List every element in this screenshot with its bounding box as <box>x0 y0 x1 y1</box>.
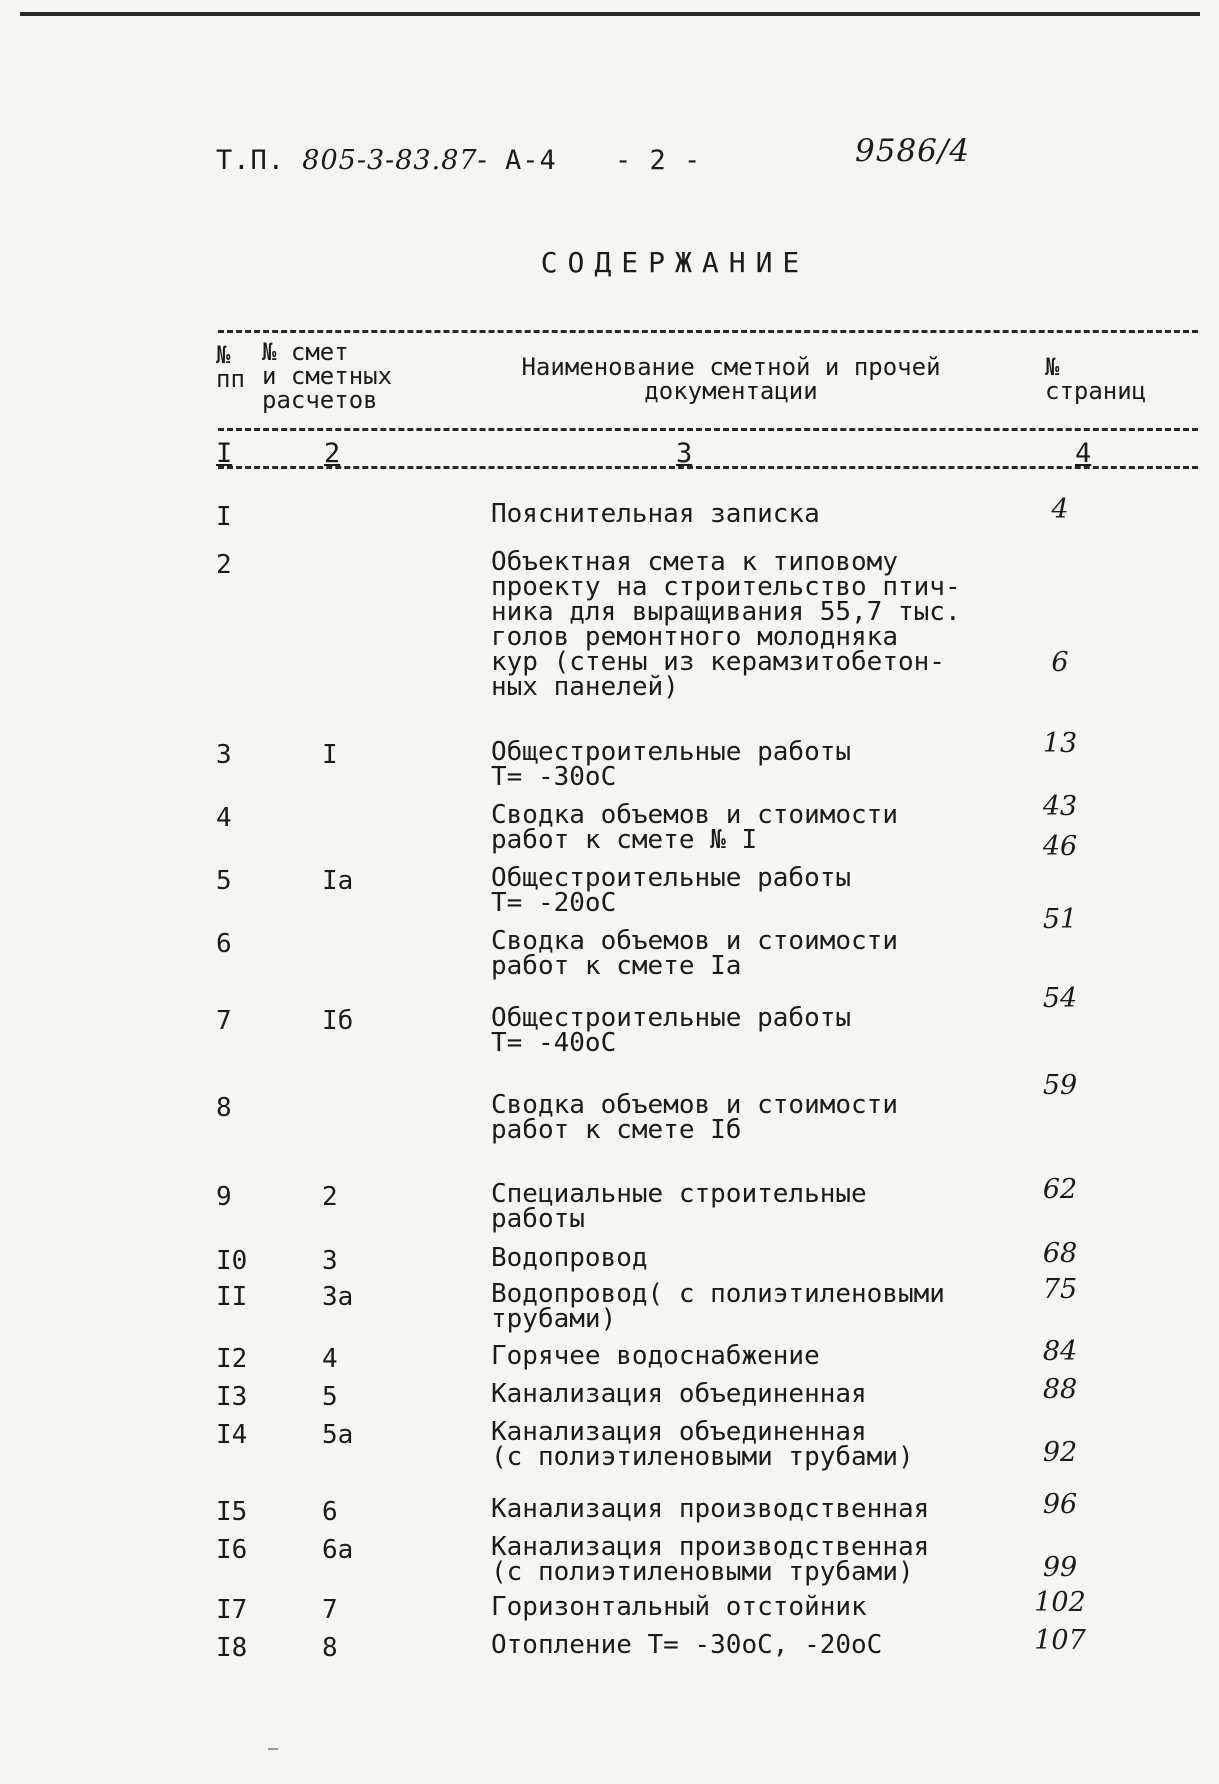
header-pp-line-2: пп <box>216 365 245 393</box>
row-number: I3 <box>216 1382 248 1412</box>
page-number-cell: 88 <box>1042 1374 1078 1405</box>
column-number-2: 2 <box>324 438 341 469</box>
estimate-number: 4 <box>322 1344 338 1374</box>
document-name: Сводка объемов и стоимости работ к смете Iа <box>491 926 898 981</box>
archive-number: 9586/4 <box>855 133 971 169</box>
estimate-number: 5 <box>322 1382 338 1412</box>
doc-code-handwritten: 805-3-83.87- <box>302 145 488 176</box>
page-number-cell: 6 <box>1051 647 1069 678</box>
scan-mark <box>268 1748 278 1750</box>
header-page-line-1: № <box>1045 353 1060 381</box>
document-title: СОДЕРЖАНИЕ <box>540 246 810 279</box>
header-estimate-line-1: № смет <box>262 338 349 366</box>
document-name: Водопровод <box>491 1243 648 1273</box>
row-number: 2 <box>216 550 232 580</box>
header-name-line-2: документации <box>644 377 818 405</box>
page-number-cell: 107 <box>1034 1625 1086 1656</box>
row-number: I5 <box>216 1497 248 1527</box>
row-number: I4 <box>216 1420 248 1450</box>
page-number-cell: 92 <box>1042 1437 1078 1468</box>
page-number-cell: 59 <box>1042 1070 1078 1101</box>
row-number: 6 <box>216 929 232 959</box>
document-name: Общестроительные работы Т= -40оС <box>491 1003 852 1058</box>
row-number: I <box>216 502 232 532</box>
row-number: I8 <box>216 1633 248 1663</box>
document-name: Водопровод( с полиэтиленовыми трубами) <box>491 1279 945 1334</box>
document-name: Отопление Т= -30оС, -20оС <box>491 1630 883 1660</box>
document-name: Канализация производственная (с полиэтиленовыми трубами) <box>491 1532 930 1587</box>
estimate-number: 7 <box>322 1595 338 1625</box>
page-number-cell: 46 <box>1042 831 1078 862</box>
estimate-number: 2 <box>322 1182 338 1212</box>
row-number: 8 <box>216 1093 232 1123</box>
page-number-cell: 62 <box>1042 1174 1078 1205</box>
page-number-cell: 99 <box>1042 1552 1078 1583</box>
header-pp-line-1: № <box>216 341 231 369</box>
document-name: Канализация объединенная <box>491 1379 867 1409</box>
estimate-number: 3а <box>322 1282 354 1312</box>
row-number: I0 <box>216 1246 248 1276</box>
header-name-line-1: Наименование сметной и прочей <box>521 353 941 381</box>
header-page-line-2: страниц <box>1045 377 1147 405</box>
page-number-cell: 75 <box>1042 1274 1078 1305</box>
document-name: Сводка объемов и стоимости работ к смете Iб <box>491 1090 898 1145</box>
column-number-4: 4 <box>1075 438 1092 469</box>
row-number: II <box>216 1282 248 1312</box>
page-number-cell: 13 <box>1042 728 1078 759</box>
header-estimate-line-2: и сметных <box>262 362 393 390</box>
document-name: Канализация объединенная (с полиэтиленовыми трубами) <box>491 1417 914 1472</box>
document-name: Специальные строительные работы <box>491 1179 867 1234</box>
document-name: Общестроительные работы Т= -30оС <box>491 737 852 792</box>
page-number-cell: 84 <box>1042 1336 1078 1367</box>
page-number-cell: 102 <box>1034 1587 1086 1618</box>
estimate-number: 6 <box>322 1497 338 1527</box>
row-number: I2 <box>216 1344 248 1374</box>
document-name: Сводка объемов и стоимости работ к смете № I <box>491 800 898 855</box>
page-number: - 2 - <box>615 145 702 176</box>
page-number-cell: 96 <box>1042 1489 1078 1520</box>
document-name: Горизонтальный отстойник <box>491 1592 867 1622</box>
document-name: Канализация производственная <box>491 1494 930 1524</box>
row-number: 3 <box>216 740 232 770</box>
header-estimate-line-3: расчетов <box>262 386 378 414</box>
row-number: 9 <box>216 1182 232 1212</box>
estimate-number: Iб <box>322 1006 354 1036</box>
page-number-cell: 54 <box>1042 983 1078 1014</box>
doc-code-suffix: А-4 <box>504 145 557 176</box>
row-number: 7 <box>216 1006 232 1036</box>
column-number-3: 3 <box>676 438 693 469</box>
page-number-cell: 68 <box>1042 1238 1078 1269</box>
column-number-1: I <box>216 438 233 469</box>
estimate-number: 6а <box>322 1535 354 1565</box>
row-number: 5 <box>216 866 232 896</box>
page-number-cell: 51 <box>1042 904 1078 935</box>
estimate-number: I <box>322 740 338 770</box>
document-name: Горячее водоснабжение <box>491 1341 820 1371</box>
row-number: I7 <box>216 1595 248 1625</box>
row-number: I6 <box>216 1535 248 1565</box>
page-number-cell: 4 <box>1051 494 1069 525</box>
estimate-number: 8 <box>322 1633 338 1663</box>
estimate-number: 3 <box>322 1246 338 1276</box>
row-number: 4 <box>216 803 232 833</box>
page-number-cell: 43 <box>1042 791 1078 822</box>
doc-code-prefix: Т.П. <box>216 145 286 176</box>
document-name: Пояснительная записка <box>491 499 820 529</box>
estimate-number: 5а <box>322 1420 354 1450</box>
document-name: Общестроительные работы Т= -20оС <box>491 863 852 918</box>
document-name: Объектная смета к типовому проекту на строительство птич- ника для выращивания 55,7 тыс. голов ремонтного молодняка кур (стены из керамзитобетон- ных панелей) <box>491 547 961 702</box>
estimate-number: Iа <box>322 866 354 896</box>
